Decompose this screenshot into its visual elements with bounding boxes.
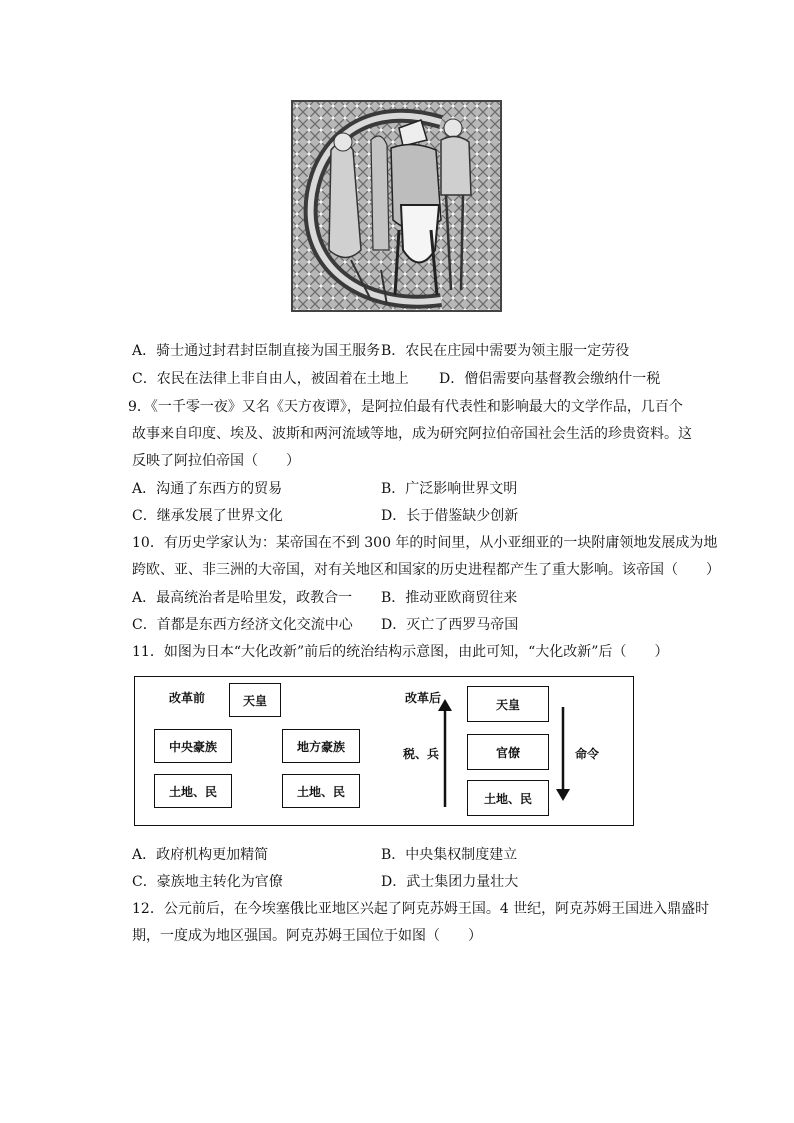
emperor-before-box: 天皇 bbox=[229, 683, 281, 717]
q11-option-d: D．武士集团力量壮大 bbox=[381, 874, 519, 890]
q8-option-b: B．农民在庄园中需要为领主服一定劳役 bbox=[381, 343, 630, 359]
tax-soldiers-label: 税、兵 bbox=[403, 747, 440, 761]
q10-option-a: A．最高统治者是哈里发，政教合一 bbox=[132, 590, 353, 606]
q10-option-b: B．推动亚欧商贸往来 bbox=[381, 590, 518, 606]
local-clan-box: 地方豪族 bbox=[282, 729, 360, 763]
q9-option-a: A．沟通了东西方的贸易 bbox=[132, 481, 283, 497]
downward-arrow-icon bbox=[553, 705, 573, 805]
q9-stem-line2: 故事来自印度、埃及、波斯和两河流域等地，成为研究阿拉伯帝国社会生活的珍贵资料。这 bbox=[132, 426, 692, 442]
land-people-box-1: 土地、民 bbox=[154, 774, 232, 808]
land-people-box-3: 土地、民 bbox=[467, 780, 549, 816]
before-reform-label: 改革前 bbox=[169, 691, 206, 705]
officials-box: 官僚 bbox=[467, 734, 549, 770]
q10-stem-line2: 跨欧、亚、非三洲的大帝国，对有关地区和国家的历史进程都产生了重大影响。该帝国（ ） bbox=[132, 562, 720, 578]
q11-option-c: C．豪族地主转化为官僚 bbox=[132, 874, 283, 890]
q10-option-d: D．灭亡了西罗马帝国 bbox=[381, 617, 519, 633]
q12-stem-line2: 期，一度成为地区强国。阿克苏姆王国位于如图（ ） bbox=[132, 928, 482, 944]
q8-option-c: C．农民在法律上非自由人，被固着在土地上 bbox=[132, 371, 409, 387]
taika-reform-diagram bbox=[134, 676, 634, 826]
q11-option-b: B．中央集权制度建立 bbox=[381, 847, 518, 863]
q9-option-d: D．长于借鉴缺少创新 bbox=[381, 508, 519, 524]
q8-option-a: A．骑士通过封君封臣制直接为国王服务 bbox=[132, 343, 381, 359]
q11-option-a: A．政府机构更加精简 bbox=[132, 847, 269, 863]
emperor-after-box: 天皇 bbox=[467, 686, 549, 722]
q11-stem-line1: 11．如图为日本“大化改新”前后的统治结构示意图，由此可知，“大化改新”后（ ） bbox=[132, 644, 669, 660]
q8-option-d: D．僧侣需要向基督教会缴纳什一税 bbox=[439, 371, 661, 387]
q10-option-c: C．首都是东西方经济文化交流中心 bbox=[132, 617, 353, 633]
q12-stem-line1: 12．公元前后，在今埃塞俄比亚地区兴起了阿克苏姆王国。4 世纪，阿克苏姆王国进入鼎盛时 bbox=[132, 901, 710, 917]
upward-arrow-icon bbox=[435, 697, 455, 809]
land-people-box-2: 土地、民 bbox=[282, 774, 360, 808]
q10-stem-line1: 10．有历史学家认为：某帝国在不到 300 年的时间里，从小亚细亚的一块附庸领地发展成为地 bbox=[132, 535, 718, 551]
q9-option-c: C．继承发展了世界文化 bbox=[132, 508, 283, 524]
q9-stem-line3: 反映了阿拉伯帝国（ ） bbox=[132, 453, 300, 469]
orders-label: 命令 bbox=[575, 747, 600, 761]
after-reform-label: 改革后 bbox=[405, 691, 442, 705]
q9-stem-line1: 9．《一千零一夜》又名《天方夜谭》，是阿拉伯最有代表性和影响最大的文学作品，几百个 bbox=[128, 399, 683, 415]
central-clan-box: 中央豪族 bbox=[154, 729, 232, 763]
medieval-illustration bbox=[291, 100, 502, 312]
q9-option-b: B．广泛影响世界文明 bbox=[381, 481, 518, 497]
